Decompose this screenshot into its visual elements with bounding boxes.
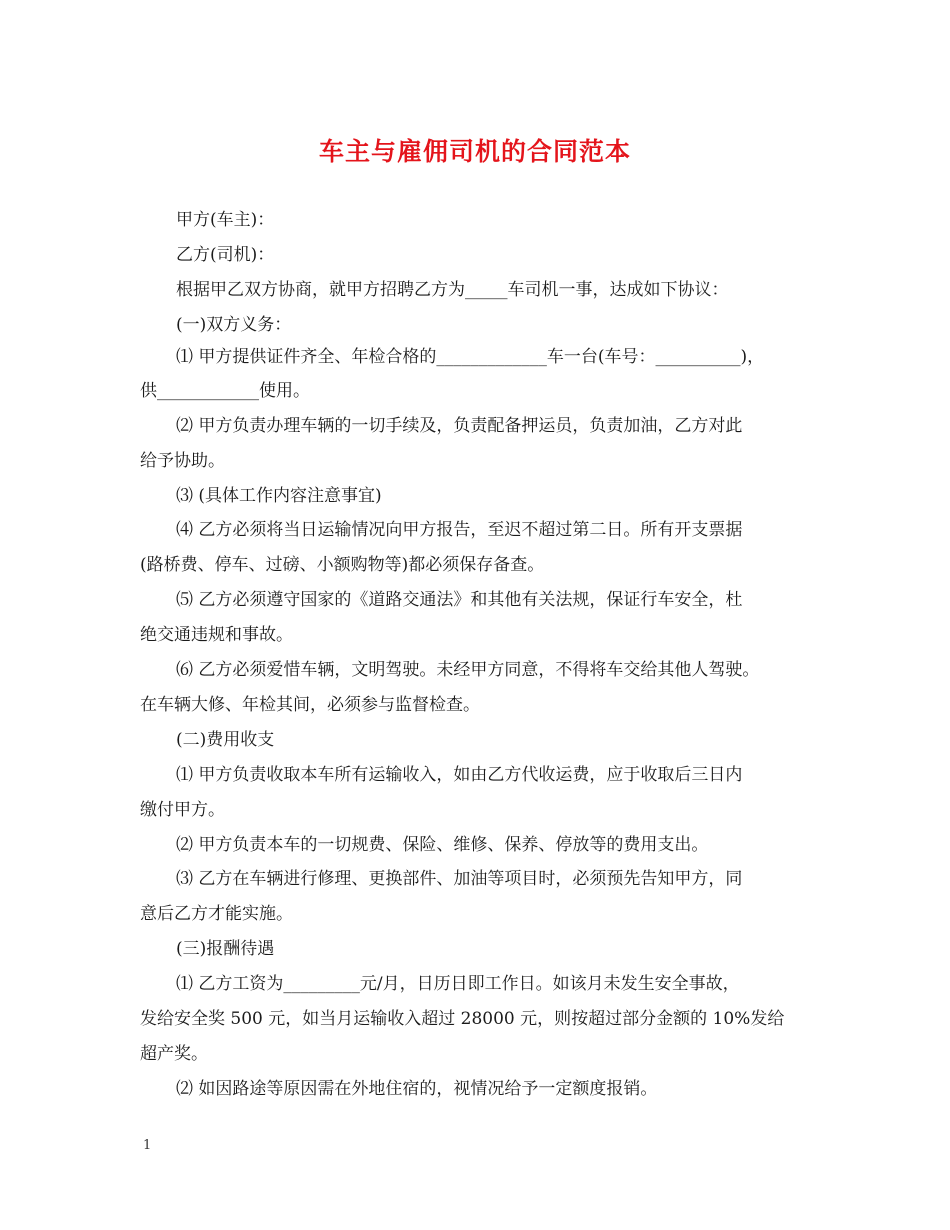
paragraph-line: ⑸ 乙方必须遵守国家的《道路交通法》和其他有关法规，保证行车安全，杜	[176, 590, 743, 610]
party-a-line: 甲方(车主)：	[176, 210, 275, 230]
paragraph-line: ⑵ 甲方负责本车的一切规费、保险、维修、保养、停放等的费用支出。	[176, 835, 709, 855]
paragraph-line: 发给安全奖 500 元，如当月运输收入超过 28000 元，则按超过部分金额的 10%发给	[140, 1009, 785, 1029]
paragraph-line: ⑵ 如因路途等原因需在外地住宿的，视情况给予一定额度报销。	[176, 1079, 658, 1099]
paragraph-line: ⑷ 乙方必须将当日运输情况向甲方报告，至迟不超过第二日。所有开支票据	[176, 520, 743, 540]
paragraph-line: ⑵ 甲方负责办理车辆的一切手续及，负责配备押运员，负责加油，乙方对此	[176, 416, 743, 436]
section-heading: (一)双方义务：	[176, 315, 292, 335]
paragraph-line: ⑴ 甲方提供证件齐全、年检合格的_____________车一台(车号：__________)，	[176, 347, 765, 367]
party-b-line: 乙方(司机)：	[176, 245, 275, 265]
paragraph-line: 意后乙方才能实施。	[140, 904, 293, 924]
paragraph-line: ⑶ (具体工作内容注意事宜)	[176, 486, 382, 506]
paragraph-line: 超产奖。	[140, 1044, 208, 1064]
paragraph-line: ⑴ 乙方工资为_________元/月，日历日即工作日。如该月未发生安全事故，	[176, 974, 740, 994]
section-heading: (三)报酬待遇	[176, 939, 275, 959]
page-number: 1	[143, 1138, 152, 1153]
preamble-line: 根据甲乙双方协商，就甲方招聘乙方为_____车司机一事，达成如下协议：	[176, 280, 729, 300]
section-heading: (二)费用收支	[176, 730, 275, 750]
paragraph-line: 缴付甲方。	[140, 800, 225, 820]
paragraph-line: 在车辆大修、年检其间，必须参与监督检查。	[140, 695, 480, 715]
paragraph-line: 供____________使用。	[140, 381, 310, 401]
paragraph-line: (路桥费、停车、过磅、小额购物等)都必须保存备查。	[140, 555, 545, 575]
paragraph-line: 给予协助。	[140, 451, 225, 471]
paragraph-line: ⑶ 乙方在车辆进行修理、更换部件、加油等项目时，必须预先告知甲方，同	[176, 869, 743, 889]
paragraph-line: 绝交通违规和事故。	[140, 625, 293, 645]
page-title: 车主与雇佣司机的合同范本	[318, 137, 631, 166]
paragraph-line: ⑹ 乙方必须爱惜车辆，文明驾驶。未经甲方同意，不得将车交给其他人驾驶。	[176, 660, 760, 680]
paragraph-line: ⑴ 甲方负责收取本车所有运输收入，如由乙方代收运费，应于收取后三日内	[176, 765, 743, 785]
